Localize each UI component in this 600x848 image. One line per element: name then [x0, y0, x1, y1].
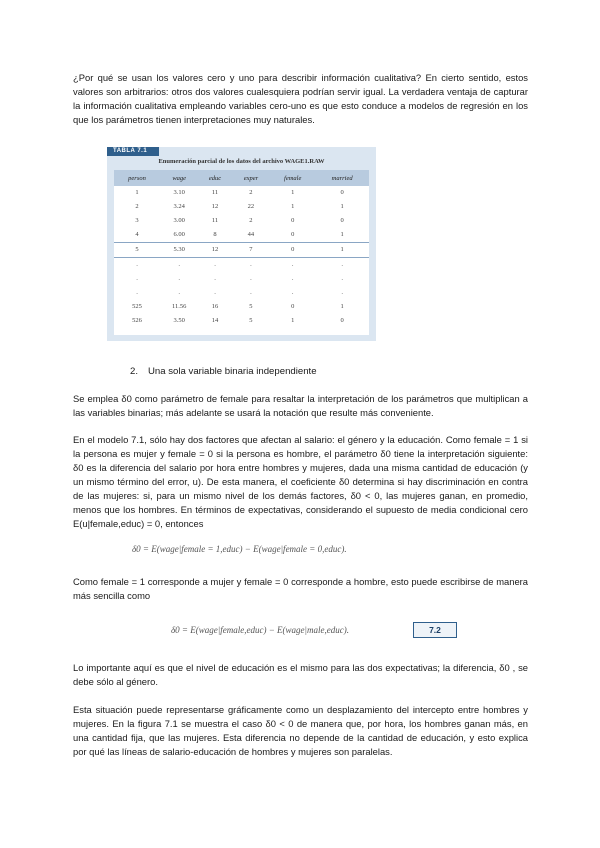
table-cell: 1	[291, 317, 295, 324]
table-cell: 525	[132, 303, 142, 310]
table-row	[114, 228, 369, 243]
table-caption: Enumeración parcial de los datos del archivo WAGE1.RAW	[158, 158, 325, 165]
col-header: wage	[160, 170, 198, 186]
table-cell: 5	[114, 243, 160, 258]
table-cell: 11	[211, 217, 219, 224]
table-row	[114, 314, 369, 328]
table-cell: 2	[249, 189, 253, 196]
table-cell: .	[178, 275, 180, 282]
table-cell: .	[214, 275, 216, 282]
table-cell: .	[315, 258, 369, 273]
table-cell: .	[291, 289, 294, 296]
table-cell: 0	[291, 217, 295, 224]
equation: δ0 = E(wage|female = 1,educ) − E(wage|female = 0,educ).	[132, 544, 347, 554]
col-header: female	[270, 170, 315, 186]
col-header: exper	[232, 170, 270, 186]
table-cell: .	[160, 258, 198, 273]
table-cell: .	[198, 258, 231, 273]
table-cell: .	[250, 289, 252, 296]
intro-paragraph: ¿Por qué se usan los valores cero y uno para describir información cualitativa? En cierto sentido, estos valores son arbitrarios: otros dos valores cualesquiera podrían servir igual. La verdadera ventaja de capturar la información cualitativa empleando variables cero-uno es que esto conduce a modelos de regresión en los que los parámetros tienen interpretaciones muy naturales.	[73, 72, 528, 125]
table-cell: 0	[291, 303, 295, 310]
table-panel	[114, 170, 369, 335]
table-cell: 2	[135, 203, 139, 210]
table-cell: 22	[247, 203, 255, 210]
col-header: educ	[198, 170, 231, 186]
table-row	[114, 258, 369, 273]
table-row	[114, 286, 369, 300]
table-cell: .	[270, 258, 315, 273]
table-cell: 526	[132, 317, 142, 324]
table-cell: 1	[315, 243, 369, 258]
section-heading	[130, 366, 317, 377]
table-cell: .	[114, 258, 160, 273]
table-cell: 1	[135, 189, 139, 196]
table-cell: 0	[340, 217, 344, 224]
table-cell: .	[250, 275, 252, 282]
table-cell: 14	[211, 317, 219, 324]
table-cell: 3.50	[173, 317, 185, 324]
table-row	[114, 214, 369, 228]
table-cell: .	[291, 275, 294, 282]
table-cell: .	[136, 289, 138, 296]
table-cell: 3.24	[173, 203, 185, 210]
table-row	[114, 272, 369, 286]
paragraph: Se emplea δ0 como parámetro de female para resaltar la interpretación de los parámetros que multiplican a las variables binarias; más adelante se usará la notación que resulte más conveniente.	[73, 393, 528, 418]
table-7-1	[107, 147, 376, 341]
table-cell: 12	[198, 243, 231, 258]
paragraph: Lo importante aquí es que el nivel de educación es el mismo para las dos expectativas; la diferencia, δ0 , se debe sólo al género.	[73, 662, 528, 687]
table-cell: 16	[211, 303, 219, 310]
table-cell: 0	[270, 243, 315, 258]
table-cell: 3	[135, 217, 139, 224]
table-cell: 1	[340, 303, 344, 310]
table-cell: 1	[291, 203, 295, 210]
table-cell: .	[341, 275, 343, 282]
table-cell: .	[178, 289, 180, 296]
table-cell: .	[214, 289, 216, 296]
table-cell: 11.56	[172, 303, 187, 310]
table-cell: 1	[340, 203, 344, 210]
table-tag: TABLA 7.1	[107, 147, 159, 156]
table-cell: .	[232, 258, 270, 273]
table-cell: .	[136, 275, 138, 282]
table-cell: 12	[211, 203, 219, 210]
table-cell: 4	[135, 231, 139, 238]
equation-number: 7.2	[413, 622, 457, 638]
table-cell: 5	[249, 303, 253, 310]
table-cell: 5.30	[160, 243, 198, 258]
table-cell: 0	[340, 317, 344, 324]
data-table	[114, 170, 369, 328]
table-cell: 0	[291, 231, 295, 238]
table-cell: 8	[213, 231, 217, 238]
equation: δ0 = E(wage|female,educ) − E(wage|male,educ).	[171, 625, 349, 635]
table-cell: 44	[247, 231, 255, 238]
table-cell: .	[341, 289, 343, 296]
table-cell: 5	[249, 317, 253, 324]
table-cell: 11	[211, 189, 219, 196]
table-cell: 2	[249, 217, 253, 224]
table-cell: 6.00	[173, 231, 185, 238]
table-cell: 7	[232, 243, 270, 258]
table-row	[114, 243, 369, 258]
table-row	[114, 300, 369, 314]
paragraph: Como female = 1 corresponde a mujer y female = 0 corresponde a hombre, esto puede escribirse de manera más sencilla como	[73, 576, 528, 601]
paragraph: En el modelo 7.1, sólo hay dos factores que afectan al salario: el género y la educación. Como female = 1 si la persona es mujer y female = 0 si la persona es hombre, el parámetro δ0 tiene la interpretación siguiente: δ0 es la diferencia del salario por hora entre hombres y mujeres, dada una misma cantidad de educación (y un mismo término del error, u). De esta manera, el coeficiente δ0 determina si hay discriminación en contra de las mujeres: si, para un mismo nivel de los demás factores, δ0 < 0, las mujeres ganan, en promedio, menos que los hombres. En términos de expectativas, considerando el supuesto de media condicional cero E(u|female,educ) = 0, entonces	[73, 434, 528, 529]
col-header: person	[114, 170, 160, 186]
section-title: Una sola variable binaria independiente	[148, 366, 317, 377]
table-header-row	[114, 170, 369, 186]
col-header: married	[315, 170, 369, 186]
table-cell: 3.10	[173, 189, 185, 196]
table-cell: 0	[340, 189, 344, 196]
table-row	[114, 200, 369, 214]
table-cell: 3.00	[173, 217, 185, 224]
paragraph: Esta situación puede representarse gráficamente como un desplazamiento del intercepto entre hombres y mujeres. En la figura 7.1 se muestra el caso δ0 < 0 de manera que, por hora, los hombres ganan más, en una cantidad fija, que las mujeres. Esta diferencia no depende de la cantidad de educación, y esto explica por qué las líneas de salario-educación de hombres y mujeres son paralelas.	[73, 704, 528, 757]
table-cell: 1	[340, 231, 344, 238]
table-cell: 1	[291, 189, 295, 196]
table-row	[114, 186, 369, 200]
section-number: 2.	[130, 366, 139, 377]
